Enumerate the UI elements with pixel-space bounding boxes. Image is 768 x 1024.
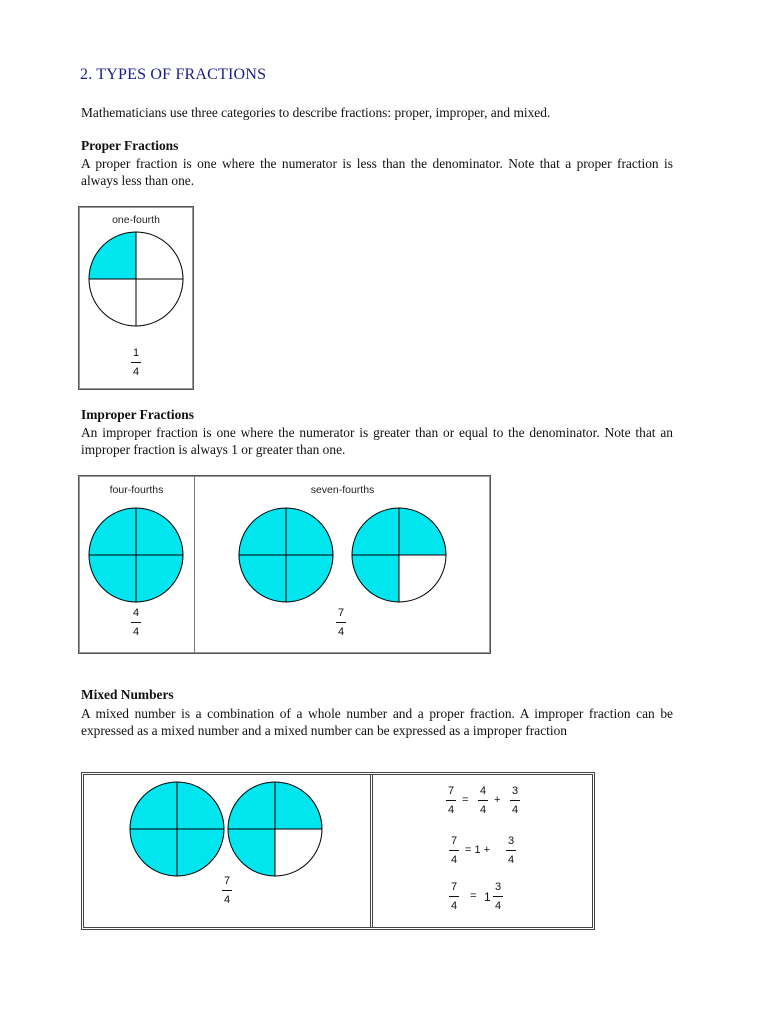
numerator: 4: [479, 785, 487, 797]
denominator: 4: [507, 854, 515, 866]
numerator: 7: [450, 881, 458, 893]
proper-fractions-body: A proper fraction is one where the numerator is less than the denominator. Note that a proper fraction is always less than one.: [81, 156, 673, 188]
eq3-term-b: [491, 881, 505, 912]
eq3-equals: =: [470, 890, 477, 902]
fraction-one-fourth: [129, 347, 143, 378]
numerator: 7: [337, 607, 345, 619]
eq1-lhs: [444, 785, 458, 816]
eq2-rhs: = 1 +: [465, 844, 491, 856]
pie-four-fourths: [88, 507, 184, 603]
numerator: 4: [132, 607, 140, 619]
pie-one-fourth: [88, 231, 184, 327]
improper-fractions-body: An improper fraction is one where the numerator is greater than or equal to the denominator. Note that an improper fraction is always 1 or greater than one.: [81, 425, 673, 457]
pie-quarter-shaded: [89, 232, 136, 279]
numerator: 3: [494, 881, 502, 893]
fraction-seven-fourths-mixed: [220, 875, 234, 906]
denominator: 4: [447, 804, 455, 816]
improper-fraction-figure: [78, 475, 491, 654]
eq3-lhs: [447, 881, 461, 912]
numerator: 3: [511, 785, 519, 797]
denominator: 4: [132, 366, 140, 378]
denominator: 4: [450, 854, 458, 866]
proper-fractions-title: Proper Fractions: [81, 138, 179, 153]
intro-paragraph: Mathematicians use three categories to describe fractions: proper, improper, and mixed.: [81, 105, 551, 120]
pie-three-fourths: [351, 507, 447, 603]
eq3-whole: 1: [484, 890, 491, 904]
fraction-seven-fourths: [334, 607, 348, 638]
section-heading: 2. TYPES OF FRACTIONS: [80, 66, 267, 83]
numerator: 1: [132, 347, 140, 359]
pie-three-fourths-mixed: [227, 781, 323, 877]
eq1-equals: =: [462, 794, 469, 806]
pie-whole-mixed: [129, 781, 225, 877]
numerator: 7: [447, 785, 455, 797]
proper-fraction-figure: [78, 206, 194, 390]
figure-label: one-fourth: [112, 214, 160, 226]
eq2-lhs: [447, 835, 461, 866]
improper-fractions-title: Improper Fractions: [81, 407, 194, 422]
numerator: 7: [450, 835, 458, 847]
denominator: 4: [450, 900, 458, 912]
eq1-term-b: [508, 785, 522, 816]
eq2-term-b: [504, 835, 518, 866]
fraction-four-fourths: [129, 607, 143, 638]
seven-fourths-label: seven-fourths: [310, 484, 375, 496]
four-fourths-label: four-fourths: [109, 484, 164, 496]
pie-whole: [238, 507, 334, 603]
eq1-term-a: [476, 785, 490, 816]
denominator: 4: [494, 900, 502, 912]
denominator: 4: [511, 804, 519, 816]
numerator: 7: [223, 875, 231, 887]
denominator: 4: [479, 804, 487, 816]
mixed-number-figure: [81, 772, 595, 930]
denominator: 4: [132, 626, 140, 638]
numerator: 3: [507, 835, 515, 847]
denominator: 4: [337, 626, 345, 638]
mixed-numbers-body: A mixed number is a combination of a whole number and a proper fraction. A improper fraction can be expressed as a mixed number and a mixed number can be expressed as a improper fraction: [81, 706, 673, 738]
denominator: 4: [223, 894, 231, 906]
mixed-numbers-title: Mixed Numbers: [81, 687, 174, 702]
eq1-plus: +: [494, 794, 501, 806]
